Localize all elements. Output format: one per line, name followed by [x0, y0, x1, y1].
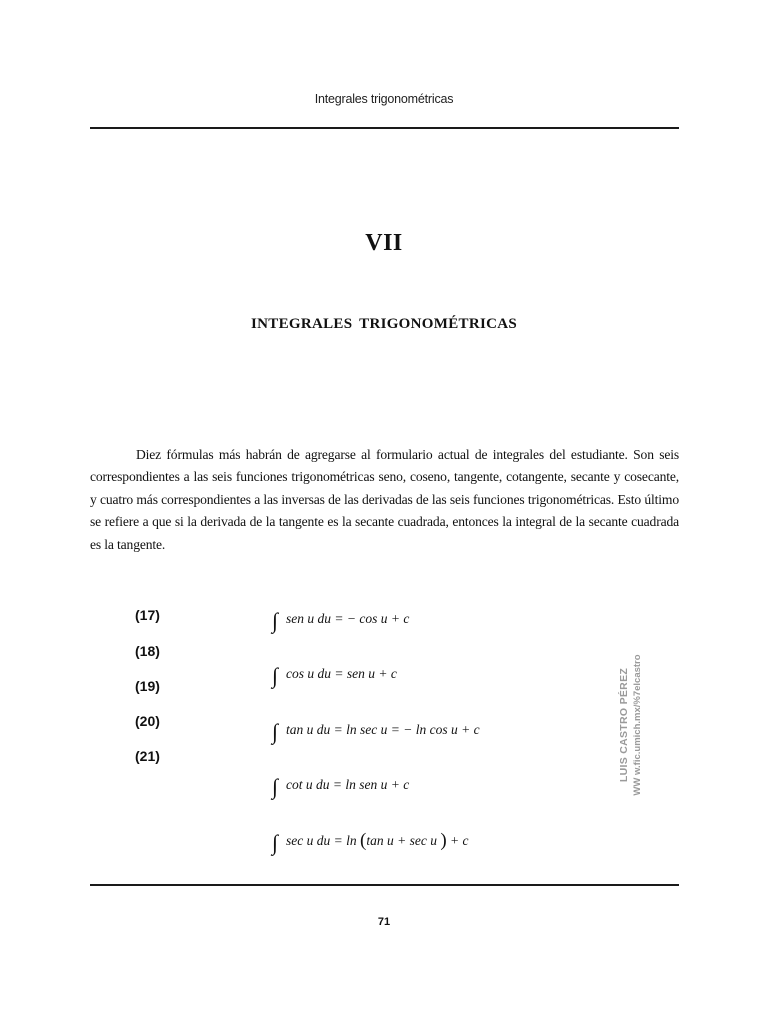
formula-17	[272, 610, 409, 632]
formula-number: (21)	[135, 748, 160, 764]
formula-20	[272, 776, 409, 798]
formula-expression: cot u du = ln sen u + c	[286, 777, 410, 792]
footer-rule	[90, 884, 679, 886]
open-parenthesis: (	[360, 830, 367, 851]
close-parenthesis: )	[440, 830, 447, 851]
integral-sign: ∫	[272, 830, 279, 855]
formula-expression	[286, 830, 469, 851]
running-header: Integrales trigonométricas	[314, 92, 454, 106]
integral-sign: ∫	[272, 663, 279, 688]
formula-number: (19)	[135, 678, 160, 694]
formula-expression: tan u du = ln sec u = − ln cos u + c	[286, 722, 480, 737]
page-number: 71	[377, 916, 391, 928]
watermark-url: WW w.fic.umich.mx/%7elcastro	[632, 654, 643, 796]
chapter-title: INTEGRALES TRIGONOMÉTRICAS	[251, 316, 517, 332]
formula-expression: cos u du = sen u + c	[286, 666, 397, 681]
formula-text: + c	[446, 833, 469, 848]
formula-number: (17)	[135, 607, 160, 623]
watermark	[618, 635, 658, 815]
formula-18	[272, 665, 397, 687]
intro-paragraph: Diez fórmulas más habrán de agregarse al formulario actual de integrales del estudiante. Son seis correspondientes a las seis funciones trigonométricas seno, coseno, tangente, cotangente, secante y cosecante, y cuatro más correspondientes a las inversas de las derivadas de las seis funciones trigonométricas. Esto último se refiere a que si la derivada de la tangente es la secante cuadrada, entonces la integral de la secante cuadrada es la tangente.	[90, 447, 679, 552]
formula-text: sec u du = ln	[286, 833, 361, 848]
integral-sign: ∫	[272, 719, 279, 744]
formula-expression: sen u du = − cos u + c	[286, 611, 410, 626]
integral-sign: ∫	[272, 608, 279, 633]
chapter-number: VII	[365, 230, 403, 256]
formula-19	[272, 721, 480, 743]
header-rule	[90, 127, 679, 129]
watermark-name: LUIS CASTRO PÉREZ	[618, 667, 630, 783]
formula-21	[272, 830, 469, 854]
formula-number: (18)	[135, 643, 160, 659]
formula-number: (20)	[135, 713, 160, 729]
integral-sign: ∫	[272, 774, 279, 799]
formula-text: tan u + sec u	[366, 833, 441, 848]
